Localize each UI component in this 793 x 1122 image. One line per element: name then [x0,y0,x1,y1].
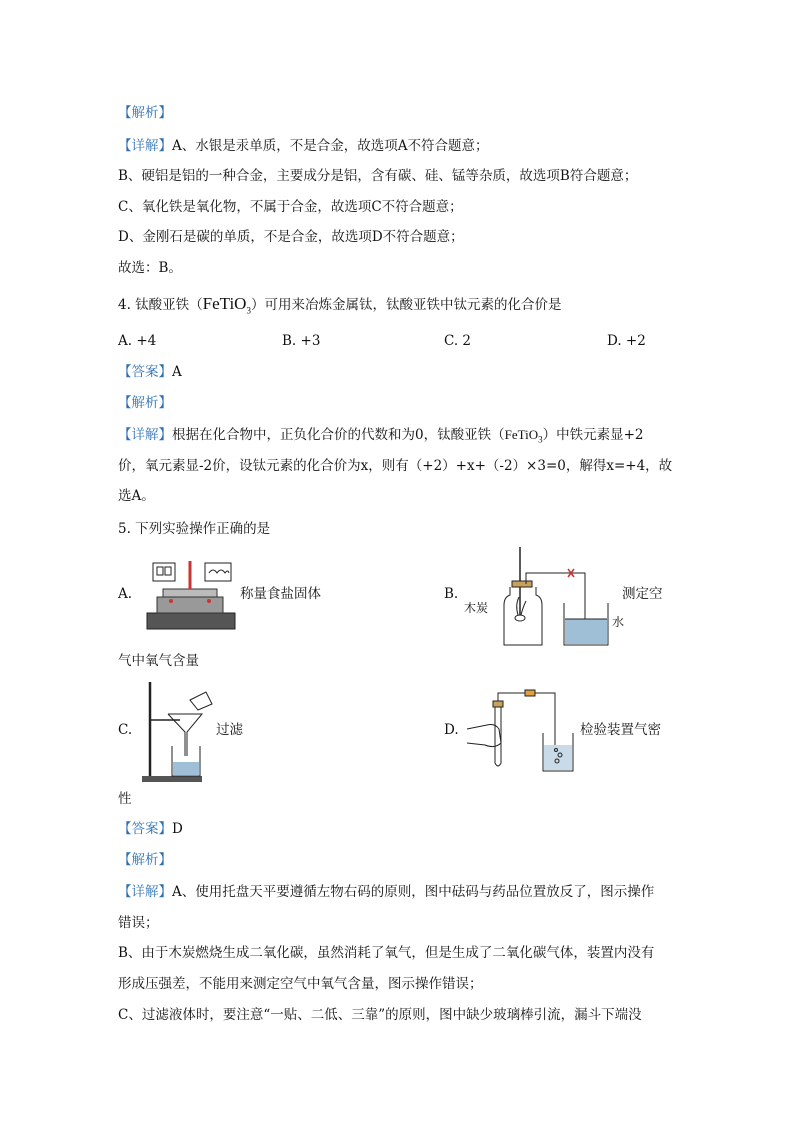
q3-detail-a [118,136,489,156]
weight-paper-left [153,563,175,581]
q4-stem-before: 4. 钛酸亚铁（ [118,297,203,313]
q3-line-c: C、氧化铁是氧化物，不属于合金，故选项C不符合题意； [118,199,463,215]
q4-detail-2: 价，氧元素显-2价，设钛元素的化合价为x，则有（+2）+x+（-2）×3=0，解得x=+4，故 [118,458,673,474]
stand-base [142,776,202,782]
q5-option-d-text: 检验装置气密 [580,722,661,738]
q3-line-d: D、金刚石是碳的单质，不是合金，故选项D不符合题意； [118,229,464,245]
q5-option-a-text: 称量食盐固体 [240,586,321,602]
q4-formula-sub: 3 [246,305,251,316]
connecting-tube [526,573,575,584]
beaker-water-d [544,745,572,770]
q5-detail-a2: 错误； [118,915,159,931]
q4-formula-main: FeTiO [202,294,247,313]
balance-diagram [143,555,238,633]
q4-detail-formula [504,427,543,445]
filtration-diagram [140,680,220,785]
q5-stem: 5. 下列实验操作正确的是 [118,521,271,537]
q3-detail-a-text: A、水银是汞单质，不是合金，故选项A不符合题意； [172,138,489,154]
q4-option-b: B. +3 [282,333,321,349]
q5-answer-value: D [172,821,183,837]
flame [517,597,526,615]
q5-detail-c1: C、过滤液体时，要注意“一贴、二低、三靠”的原则，图中缺少玻璃棒引流，漏斗下端没 [118,1007,642,1023]
beaker-water [565,619,607,644]
q5-option-b-letter: B. [444,586,459,602]
balance-beam [163,589,217,597]
hand [467,725,501,747]
q4-formula [202,294,251,316]
q5-detail-tag: 【详解】 [118,884,172,900]
pouring-beaker [190,692,212,710]
q5-jiexi-tag: 【解析】 [118,852,172,868]
q4-detail-formula-main: FeTiO [504,427,539,442]
q4-detail-1a: 根据在化合物中，正负化合价的代数和为0，钛酸亚铁（ [172,427,505,443]
q3-detail-tag: 【详解】 [118,138,172,154]
q4-answer-tag: 【答案】 [118,364,172,380]
label-water: 水 [612,615,625,629]
q4-option-d: D. +2 [607,333,646,349]
airtightness-diagram [465,683,575,778]
bottle-stopper [512,581,532,587]
weight-left-2 [165,567,171,575]
q5-option-c-text: 过滤 [216,722,243,738]
gas-bottle [504,587,542,645]
q5-answer-tag: 【答案】 [118,821,172,837]
q5-option-a-letter: A. [118,586,133,602]
q4-detail-tag: 【详解】 [118,427,172,443]
combustion-spoon [515,615,525,621]
q3-line-b: B、硬铝是铝的一种合金，主要成分是铝，含有碳、硅、锰等杂质，故选项B符合题意； [118,168,638,184]
q4-jiexi-tag: 【解析】 [118,395,172,411]
q4-option-a: A. +4 [118,333,157,349]
q5-detail-a1 [118,882,654,902]
q5-option-b-text-cont: 气中氧气含量 [118,653,199,669]
weight-left-1 [157,567,163,575]
q3-jiexi-tag: 【解析】 [118,105,172,121]
test-tube-stopper [493,701,503,707]
q4-answer [118,362,182,382]
balance-body [157,597,223,613]
q4-stem-after: ）可用来冶炼金属钛，钛酸亚铁中钛元素的化合价是 [250,297,562,313]
q3-conclusion: 故选：B。 [118,260,182,276]
q5-option-d-text-cont: 性 [118,791,132,807]
filtrate [173,762,199,775]
label-charcoal: 木炭 [464,601,489,615]
q5-detail-b2: 形成压强差，不能用来测定空气中氧气含量，图示操作错误； [118,976,483,992]
q5-option-d-letter: D. [444,722,459,738]
q5-answer [118,819,183,839]
screw-right [207,599,211,603]
q4-detail-1 [118,425,643,450]
q4-detail-formula-sub: 3 [538,434,543,445]
q5-detail-a1-text: A、使用托盘天平要遵循左物右码的原则，图中砝码与药品位置放反了，图示操作 [172,884,655,900]
q5-option-b-text: 测定空 [622,586,663,602]
q4-stem [118,294,561,320]
q5-detail-b1: B、由于木炭燃烧生成二氧化碳，虽然消耗了氧气，但是生成了二氧化碳气体，装置内没有 [118,945,655,961]
screw-left [169,599,173,603]
balance-base [147,613,235,629]
q4-answer-value: A [172,364,182,380]
q4-option-c: C. 2 [444,333,472,349]
q5-option-c-letter: C. [118,722,133,738]
rubber-connector [525,690,535,696]
q4-detail-1b: ）中铁元素显+2 [542,427,644,443]
q4-detail-3: 选A。 [118,488,155,504]
